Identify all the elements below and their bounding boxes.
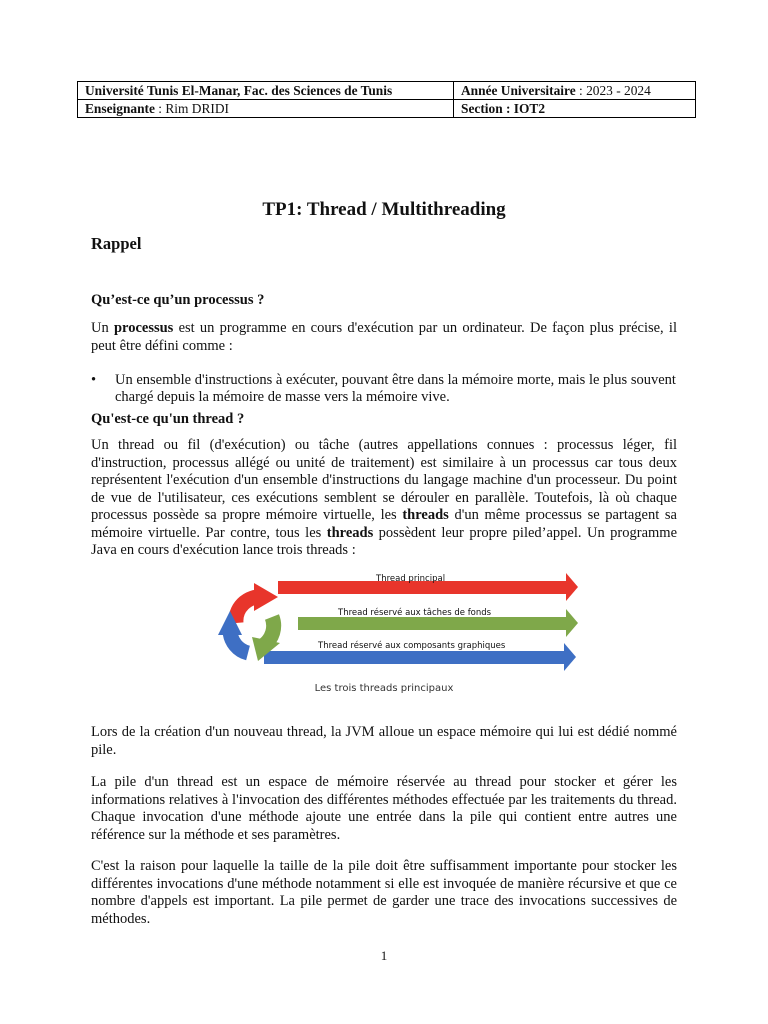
page-title: TP1: Thread / Multithreading: [262, 199, 506, 220]
threads-figure: [192, 569, 602, 681]
paragraph-thread: Un thread ou fil (d'exécution) ou tâche (autres appellations connues : processus léger, fil d'instruction, processus allégé ou unité de traitement) est similaire à un processus car tous deux représentent l'exécution d'un ensemble d'instructions du langage machine d'un processeur. Du point de vue de l'utilisateur, ces exécutions semblent se dérouler en parallèle. Toutefois, là où chaque processus possède sa propre mémoire virtuelle, les threads d'un même processus se partagent sa mémoire virtuelle. Par contre, tous les threads possèdent leur propre piled’appel. Un programme Java en cours d'exécution lance trois threads :: [91, 437, 677, 558]
question-thread: Qu'est-ce qu'un thread ?: [91, 411, 245, 427]
university-cell: Université Tunis El-Manar, Fac. des Sciences de Tunis: [78, 82, 454, 100]
arrow-label-fonds: Thread réservé aux tâches de fonds: [338, 608, 492, 618]
year-cell: [454, 82, 696, 100]
page-number: 1: [380, 948, 388, 963]
paragraph-pile-definition: La pile d'un thread est un espace de mémoire réservée au thread pour stocker et gérer les informations relatives à l'invocation des différentes méthodes effectuée par les traitements du thread. Chaque invocation d'une méthode ajoute une entrée dans la pile qui contient entre autres une référence sur la méthode et ses paramètres.: [91, 774, 677, 843]
figure-caption: Les trois threads principaux: [314, 683, 454, 694]
bullet-text: Un ensemble d'instructions à exécuter, pouvant être dans la mémoire morte, mais le plus souvent chargé depuis la mémoire de masse vers la mémoire vive.: [115, 372, 676, 405]
header-table: [77, 81, 696, 118]
teacher-value: : Rim DRIDI: [154, 100, 229, 116]
question-processus: Qu’est-ce qu’un processus ?: [91, 292, 265, 308]
paragraph-pile-taille: C'est la raison pour laquelle la taille de la pile doit être suffisamment importante pour stocker les différentes invocations d'une méthode notamment si elle est invoquée de manière récursive et que ce nombre d'appels est important. La pile permet de garder une trace des invocations successives de méthodes.: [91, 858, 677, 927]
arrow-label-principal: Thread principal: [376, 574, 446, 584]
cycle-icon: [218, 583, 280, 661]
year-value: : 2023 - 2024: [575, 82, 651, 98]
section-cell: Section : IOT2: [454, 100, 696, 118]
bullet-dot: •: [91, 372, 97, 388]
teacher-cell: [78, 100, 454, 118]
paragraph-processus: Un processus est un programme en cours d'exécution par un ordinateur. De façon plus précise, il peut être défini comme :: [91, 320, 677, 354]
year-label: Année Universitaire: [461, 82, 576, 98]
arrow-label-graphiques: Thread réservé aux composants graphiques: [318, 641, 506, 651]
teacher-label: Enseignante: [85, 100, 155, 116]
paragraph-pile-creation: Lors de la création d'un nouveau thread, la JVM alloue un espace mémoire qui lui est dédié nommé pile.: [91, 724, 677, 758]
section-heading-rappel: Rappel: [91, 234, 142, 253]
